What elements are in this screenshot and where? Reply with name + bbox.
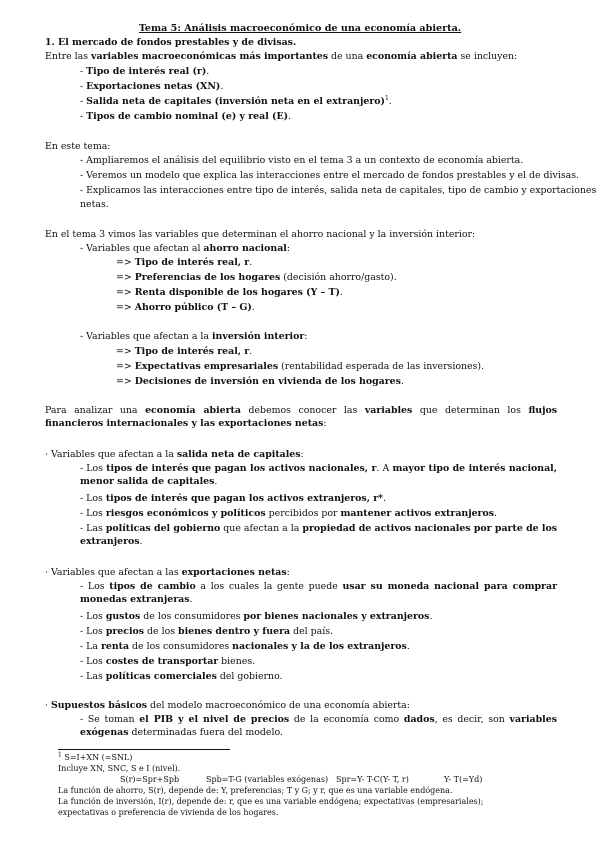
list-item: => Expectativas empresariales (rentabilidad esperada de las inversiones). bbox=[116, 361, 485, 372]
list-item-cont: netas. bbox=[80, 199, 109, 210]
supuestos-heading: · Supuestos básicos del modelo macroeconómico de una economía abierta: bbox=[45, 700, 410, 711]
list-item: - Los precios de los bienes dentro y fuera del país. bbox=[80, 626, 333, 637]
list-item: - Los tipos de cambio a los cuales la gente puede usar su moneda nacional para comprar monedas extranjeras. bbox=[80, 581, 558, 605]
list-item: - Los tipos de interés que pagan los activos nacionales, r. A mayor tipo de interés nacional, menor salida de capitales. bbox=[80, 463, 557, 487]
list-item: - Explicamos las interacciones entre tipo de interés, salida neta de capitales, tipo de cambio y exportaciones bbox=[80, 185, 597, 196]
export-heading: · Variables que afectan a las exportaciones netas: bbox=[45, 567, 290, 578]
tema-lead: En este tema: bbox=[45, 141, 111, 152]
section-intro: Entre las variables macroeconómicas más importantes de una economía abierta se incluyen: bbox=[45, 51, 518, 62]
list-item: => Tipo de interés real, r. bbox=[116, 257, 253, 268]
list-item: - Salida neta de capitales (inversión neta en el extranjero)$^1$. bbox=[80, 94, 392, 107]
footnote-formula: S(r)=Spr+Spb bbox=[120, 775, 180, 784]
footnote-divider bbox=[58, 749, 230, 750]
footnote-line: La función de inversión, I(r), depende de: r, que es una variable endógena; expectativas (empresariales); bbox=[58, 797, 484, 806]
list-item: - Los riesgos económicos y políticos percibidos por mantener activos extranjeros. bbox=[80, 508, 498, 519]
salida-heading: · Variables que afectan a la salida neta de capitales: bbox=[45, 449, 304, 460]
tema3-lead: En el tema 3 vimos las variables que determinan el ahorro nacional y la inversión interior: bbox=[45, 229, 476, 240]
ahorro-heading: - Variables que afectan al ahorro nacional: bbox=[80, 243, 290, 254]
list-item: => Decisiones de inversión en vivienda de los hogares. bbox=[116, 376, 404, 387]
list-item: - Los costes de transportar bienes. bbox=[80, 656, 256, 667]
list-item: - Tipo de interés real (r). bbox=[80, 66, 210, 77]
analizar-paragraph: Para analizar una economía abierta debemos conocer las variables que determinan los flujos financieros internacionales y las exportaciones netas: bbox=[45, 405, 557, 429]
inversion-heading: - Variables que afectan a la inversión interior: bbox=[80, 331, 308, 342]
footnote-line: La función de ahorro, S(r), depende de: Y, preferencias; T y G; y r, que es una variable endógena. bbox=[58, 786, 453, 795]
list-item: - La renta de los consumidores nacionales y la de los extranjeros. bbox=[80, 641, 410, 652]
list-item: - Se toman el PIB y el nivel de precios de la economía como dados, es decir, son variables exógenas determinadas fuera del modelo. bbox=[80, 714, 557, 738]
footnote-line: $^1$ S=I+XN (=SNL) bbox=[58, 751, 133, 762]
list-item: - Tipos de cambio nominal (e) y real (E). bbox=[80, 111, 292, 122]
list-item: => Tipo de interés real, r. bbox=[116, 346, 253, 357]
page-title: Tema 5: Análisis macroeconómico de una economía abierta. bbox=[138, 23, 462, 34]
footnote-formula: Y- T(=Yd) bbox=[444, 775, 483, 784]
list-item: - Los tipos de interés que pagan los activos extranjeros, r*. bbox=[80, 493, 387, 504]
footnote-ref[interactable]: 1 bbox=[384, 94, 389, 102]
list-item: => Renta disponible de los hogares (Y – T). bbox=[116, 287, 343, 298]
footnote-formula: Spb=T-G (variables exógenas) bbox=[206, 775, 329, 784]
list-item: - Los gustos de los consumidores por bienes nacionales y extranjeros. bbox=[80, 611, 433, 622]
section-heading: 1. El mercado de fondos prestables y de divisas. bbox=[45, 37, 297, 48]
list-item: - Ampliaremos el análisis del equilibrio visto en el tema 3 a un contexto de economía abierta. bbox=[80, 155, 524, 166]
list-item: - Las políticas del gobierno que afectan a la propiedad de activos nacionales por parte de los extranjeros. bbox=[80, 523, 557, 547]
list-item: - Exportaciones netas (XN). bbox=[80, 81, 224, 92]
footnote-line: expectativas o preferencia de vivienda de los hogares. bbox=[58, 808, 279, 817]
list-item: - Las políticas comerciales del gobierno. bbox=[80, 671, 283, 682]
list-item: - Veremos un modelo que explica las interacciones entre el mercado de fondos prestables y el de divisas. bbox=[80, 170, 580, 181]
footnote-formula: Spr=Y- T-C(Y- T, r) bbox=[336, 775, 409, 784]
list-item: => Preferencias de los hogares (decisión ahorro/gasto). bbox=[116, 272, 397, 283]
list-item: => Ahorro público (T – G). bbox=[116, 302, 255, 313]
footnote-line: Incluye XN, SNC, S e I (nivel). bbox=[58, 764, 181, 773]
